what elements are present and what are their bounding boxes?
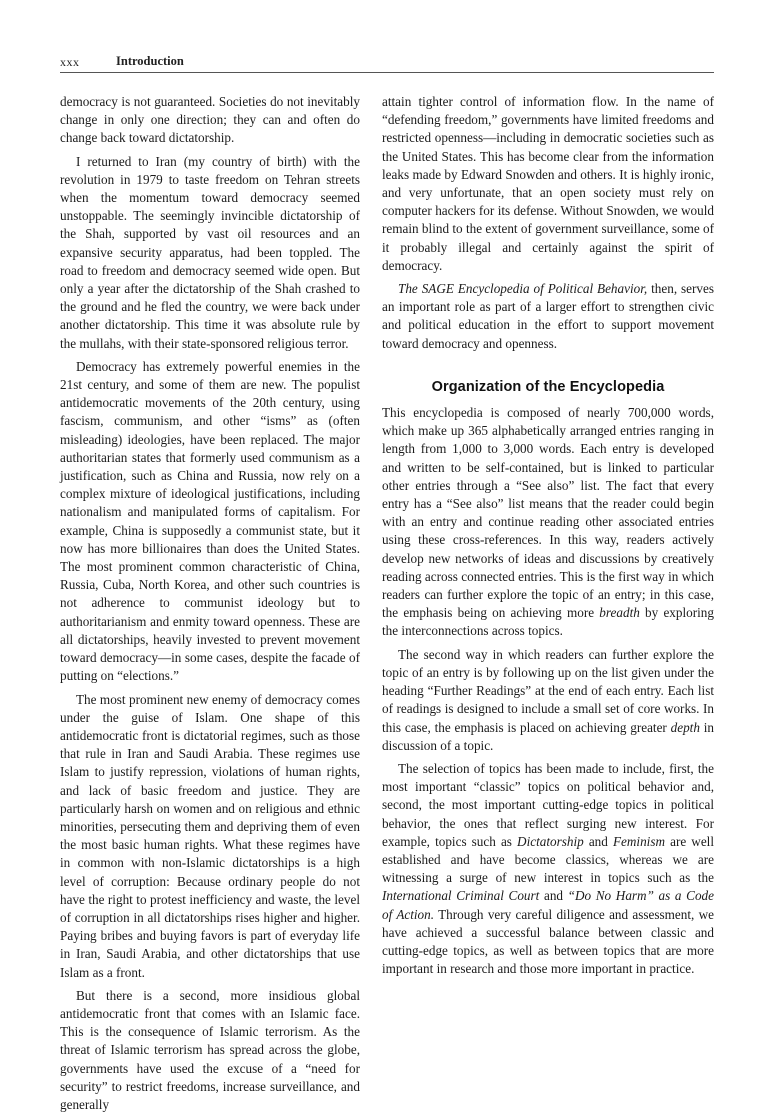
running-header: [60, 54, 714, 73]
entry-title: Dictatorship: [517, 833, 584, 849]
text-span: and: [583, 833, 613, 849]
text-span: This encyclopedia is composed of nearly 700,000 words, which make up 365 alphabetically arranged entries ranging in length from 1,000 to 3,000 words. Each entry is developed and written to be self-contained, but is linked to particular other entries through a “See also” list. The fact that every entry has a “See also” list means that the reader could begin with an entry and continue reading other associated entries using these cross-references. In this way, readers actively develop new networks of ideas and discussions by creatively reading across connected entries. This is the first way in which readers can further explore the topic of an entry; in this case, the emphasis being on achieving more: [382, 405, 714, 621]
entry-title: International Criminal Court: [382, 888, 540, 904]
text-span: Through very careful diligence and assessment, we have achieved a successful balance between classic and cutting-edge topics, as well as between topics that are more important in research and those more important in practice.: [382, 906, 714, 977]
section-heading: Organization of the Encyclopedia: [431, 378, 665, 395]
paragraph: The most prominent new enemy of democracy comes under the guise of Islam. One shape of this antidemocratic front is dictatorial regimes, such as those that rule in Iran and Saudi Arabia. These regimes use Islam to justify repression, violations of human rights, and lack of basic freedom and justice. They are particularly harsh on women and on religious and ethnic minorities, persecuting them and depriving them of even the most basic human rights. What these regimes have in common with non-Islamic dictatorships is a high level of corruption: Because ordinary people do not have the right to protest inefficiency and waste, the level of corruption in all dictatorships rises higher and higher. Paying bribes and buying favors is part of everyday life in Iran, Saudi Arabia, and other dictatorships that use Islam as a front.: [60, 691, 360, 980]
paragraph: [382, 760, 714, 978]
left-column: [60, 93, 360, 1119]
text-span: are well established and have become classics, whereas we are witnessing a surge of new interest in topics such as the: [382, 833, 714, 886]
text-span: The second way in which readers can further explore the topic of an entry is by following up on the list given under the heading “Further Readings” at the end of each entry. Each list of readings is designed to include a small set of core works. In this case, the emphasis is placed on achieving greater: [382, 646, 714, 735]
text-span: by exploring the interconnections across topics.: [382, 605, 714, 639]
text-span: and: [539, 888, 568, 904]
entry-title: Feminism: [612, 833, 665, 849]
book-title: The SAGE Encyclopedia of Political Behavior,: [398, 281, 648, 297]
paragraph: [382, 280, 714, 353]
text-span: then, serves an important role as part of a larger effort to strengthen civic and political education in the effort to support movement toward democracy and openness.: [382, 281, 714, 351]
paragraph: democracy is not guaranteed. Societies do not inevitably change in only one direction; they can and often do change back toward dictatorship.: [60, 94, 360, 146]
right-column: [382, 93, 714, 983]
emphasis: breadth: [599, 605, 640, 621]
section-title: Introduction: [116, 54, 184, 68]
paragraph: But there is a second, more insidious global antidemocratic front that comes with an Islamic face. This is the consequence of Islamic terrorism. As the threat of Islamic terrorism has spread across the globe, governments have used the excuse of a “need for security” to restrict freedoms, increase surveillance, and generally: [60, 987, 360, 1112]
paragraph: Democracy has extremely powerful enemies in the 21st century, and some of them are new. The populist antidemocratic movements of the 20th century, using fascism, communism, and other “isms” as (often misleading) ideologies, have been replaced. The major authoritarian states that formerly used communism as a justification, such as China and Russia, now rely on a complex mixture of ideological justifications, including nationalism and manipulated forms of capitalism. For example, China is supposedly a communist state, but it now has more billionaires than does the United States. The most prominent common characteristic of China, Russia, Cuba, North Korea, and other such countries is not adherence to communist ideology but to authoritarianism and enmity toward openness. These are all dictatorships, heavily invested to prevent movement toward democracy—in some cases, despite the facade of putting on “elections.”: [60, 358, 360, 684]
text-span: in discussion of a topic.: [382, 719, 714, 753]
entry-title: “Do No Harm” as a Code of Action.: [382, 888, 714, 922]
text-span: The selection of topics has been made to include, first, the most important “classic” topics on political behavior and, second, the most important cutting-edge topics in political behavior, the ones that reflect surging new interest. For example, topics such as: [382, 760, 714, 849]
page-number: xxx: [60, 55, 80, 69]
paragraph: [382, 646, 714, 755]
emphasis: depth: [670, 719, 700, 735]
paragraph: attain tighter control of information flow. In the name of “defending freedom,” governments have limited freedoms and restricted openness—including in democratic societies such as the United States. This has become clear from the information leaks made by Edward Snowden and others. It is highly ironic, and very unfortunate, that an open society must rely on computer hackers for its defense. Without Snowden, we would remain blind to the extent of government surveillance, some of it probably illegal and certainly against the spirit of democracy.: [382, 94, 714, 273]
paragraph: [382, 404, 714, 641]
paragraph: I returned to Iran (my country of birth) with the revolution in 1979 to taste freedom on Tehran streets when the momentum toward democracy seemed unstoppable. The seemingly invincible dictatorship of the Shah, supported by vast oil resources and an expansive security apparatus, had been toppled. The road to freedom and democracy seemed wide open. But only a year after the dictatorship of the Shah crashed to the ground and he fled the country, we were back under another dictatorship. This time it was absolute rule by the mullahs, with their state-sponsored religious terror.: [60, 153, 360, 351]
